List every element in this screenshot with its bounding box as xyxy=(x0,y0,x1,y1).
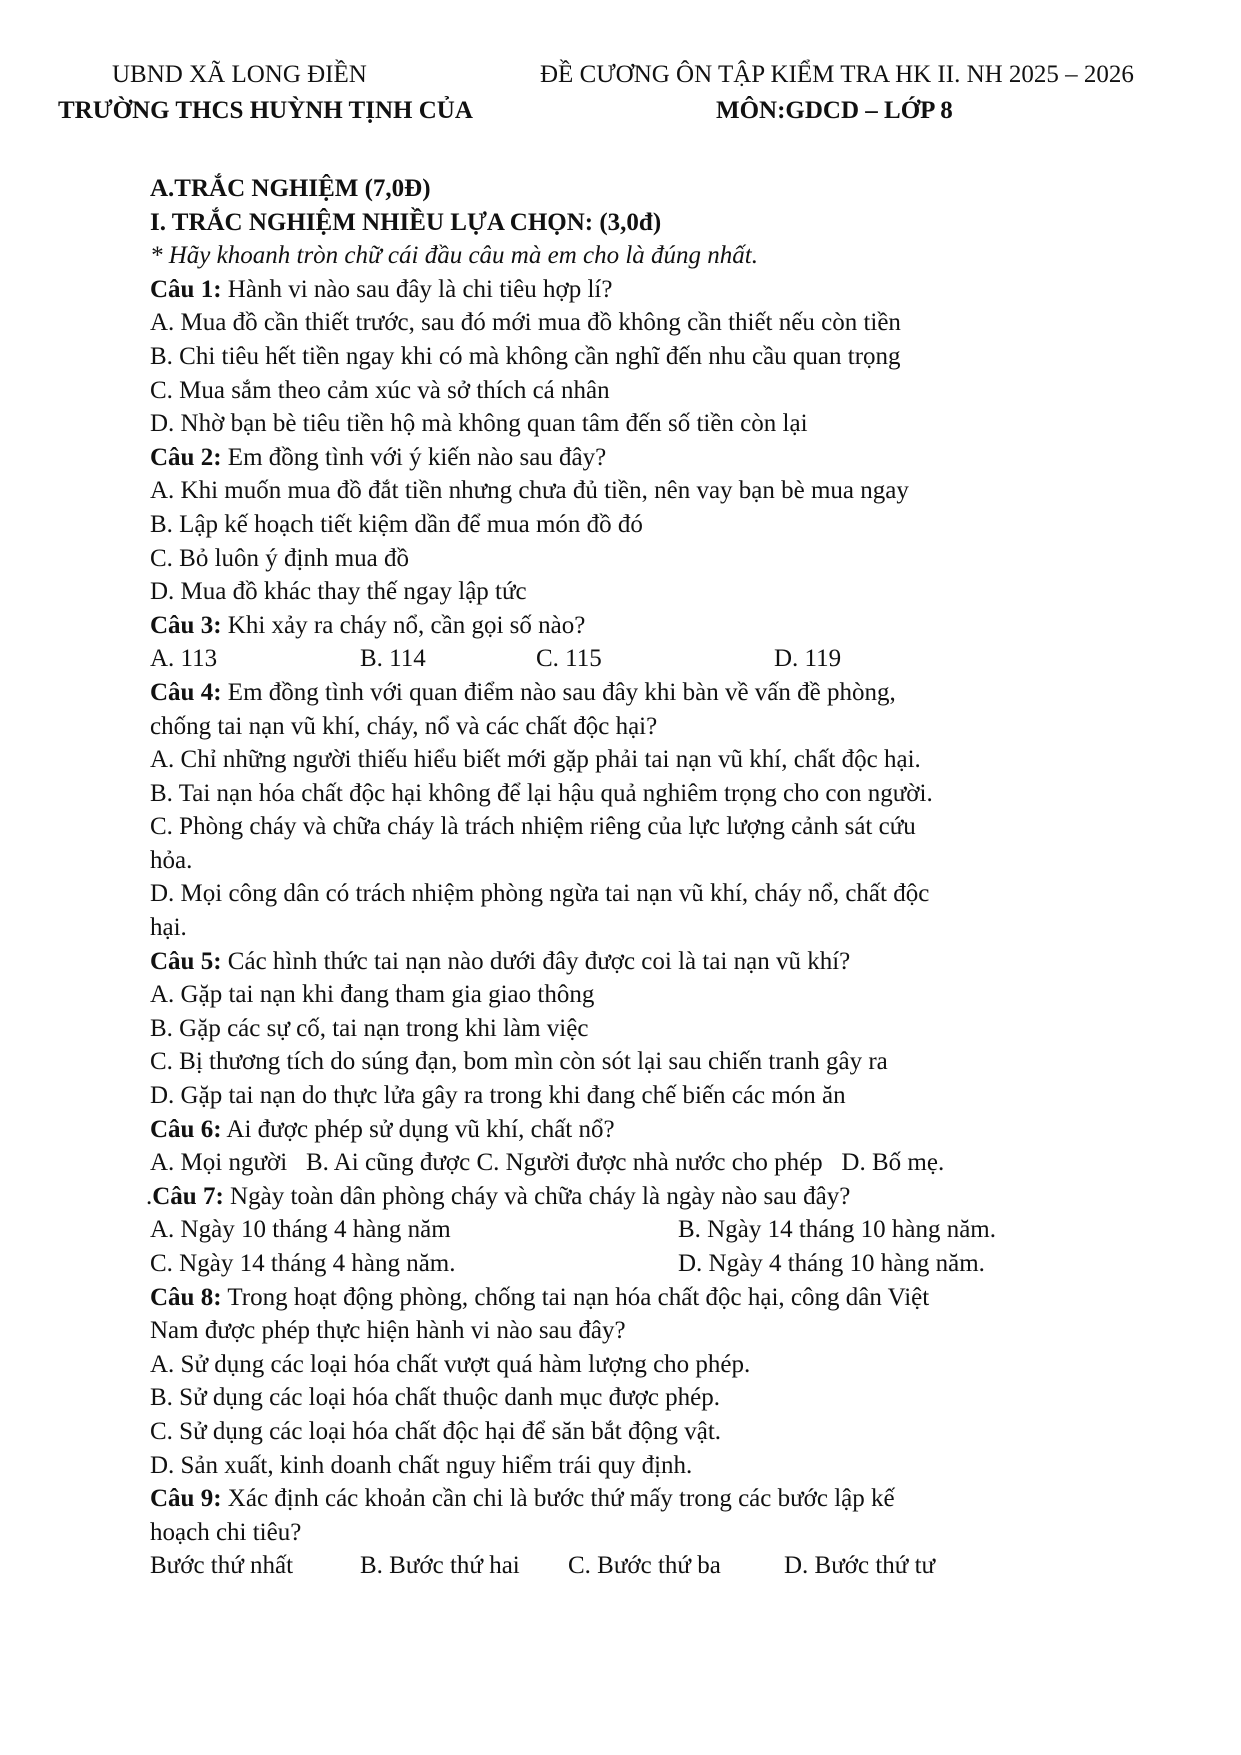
q3-option-d: D. 119 xyxy=(774,645,842,673)
q1-option-b: B. Chi tiêu hết tiền ngay khi có mà không cần nghĩ đến nhu cầu quan trọng xyxy=(150,342,901,370)
q2-option-c: C. Bỏ luôn ý định mua đồ xyxy=(150,544,410,572)
q9-option-c: C. Bước thứ ba xyxy=(568,1552,721,1580)
question-text: Xác định các khoản cần chi là bước thứ mấy trong các bước lập kế xyxy=(221,1485,895,1513)
q7-option-d: D. Ngày 4 tháng 10 hàng năm. xyxy=(678,1250,985,1277)
question-1 xyxy=(150,273,1210,307)
q8-option-b: B. Sử dụng các loại hóa chất thuộc danh mục được phép. xyxy=(150,1384,721,1412)
question-9 xyxy=(150,1482,1210,1516)
q9-options xyxy=(150,1549,1210,1583)
q1-option-d: D. Nhờ bạn bè tiêu tiền hộ mà không quan tâm đến số tiền còn lại xyxy=(150,410,808,438)
q4-option-c: C. Phòng cháy và chữa cháy là trách nhiệm riêng của lực lượng cảnh sát cứu xyxy=(150,813,916,841)
q9-option-a: Bước thứ nhất xyxy=(150,1552,294,1580)
question-label: Câu 5: xyxy=(150,947,222,975)
question-5 xyxy=(150,945,1210,979)
section-a-heading: A.TRẮC NGHIỆM (7,0Đ) xyxy=(150,175,431,202)
question-4 xyxy=(150,676,1210,710)
q7-option-b: B. Ngày 14 tháng 10 hàng năm. xyxy=(678,1216,997,1244)
question-4-continued: chống tai nạn vũ khí, cháy, nổ và các chất độc hại? xyxy=(150,712,658,740)
question-label: Câu 6: xyxy=(150,1115,222,1143)
q7-option-c: C. Ngày 14 tháng 4 hàng năm. xyxy=(150,1250,456,1277)
instruction: * Hãy khoanh tròn chữ cái đầu câu mà em cho là đúng nhất. xyxy=(150,242,758,270)
q5-option-a: A. Gặp tai nạn khi đang tham gia giao thông xyxy=(150,981,595,1009)
question-text: Hành vi nào sau đây là chi tiêu hợp lí? xyxy=(221,275,613,303)
q3-options xyxy=(150,642,1210,676)
question-label: Câu 3: xyxy=(150,611,222,639)
q2-option-a: A. Khi muốn mua đồ đắt tiền nhưng chưa đủ tiền, nên vay bạn bè mua ngay xyxy=(150,477,909,505)
q4-option-b: B. Tai nạn hóa chất độc hại không để lại hậu quả nghiêm trọng cho con người. xyxy=(150,779,933,807)
q8-option-d: D. Sản xuất, kinh doanh chất nguy hiểm trái quy định. xyxy=(150,1451,693,1479)
q8-option-a: A. Sử dụng các loại hóa chất vượt quá hàm lượng cho phép. xyxy=(150,1350,751,1378)
question-3 xyxy=(150,609,1210,643)
q3-option-b: B. 114 xyxy=(360,645,426,673)
question-8-continued: Nam được phép thực hiện hành vi nào sau đây? xyxy=(150,1317,626,1345)
q2-option-d: D. Mua đồ khác thay thế ngay lập tức xyxy=(150,578,527,606)
q7-options-row-1 xyxy=(150,1213,1210,1247)
q1-option-a: A. Mua đồ cần thiết trước, sau đó mới mua đồ không cần thiết nếu còn tiền xyxy=(150,309,901,337)
question-text: Ngày toàn dân phòng cháy và chữa cháy là ngày nào sau đây? xyxy=(223,1182,851,1210)
q4-option-d-continued: hại. xyxy=(150,914,187,942)
question-7 xyxy=(146,1180,1210,1214)
question-text: Khi xảy ra cháy nổ, cần gọi số nào? xyxy=(221,611,586,639)
question-text: Trong hoạt động phòng, chống tai nạn hóa chất độc hại, công dân Việt xyxy=(221,1283,930,1311)
q5-option-b: B. Gặp các sự cố, tai nạn trong khi làm việc xyxy=(150,1014,589,1042)
q9-option-d: D. Bước thứ tư xyxy=(784,1552,936,1580)
school-name: TRƯỜNG THCS HUỲNH TỊNH CỦA xyxy=(58,97,473,124)
q4-option-a: A. Chỉ những người thiếu hiểu biết mới gặp phải tai nạn vũ khí, chất độc hại. xyxy=(150,746,921,774)
question-2 xyxy=(150,441,1210,475)
question-label: Câu 1: xyxy=(150,275,222,303)
question-text: Em đồng tình với quan điểm nào sau đây khi bàn về vấn đề phòng, xyxy=(221,678,896,706)
q7-option-a: A. Ngày 10 tháng 4 hàng năm xyxy=(150,1216,451,1244)
question-label: Câu 9: xyxy=(150,1485,222,1513)
question-label: Câu 2: xyxy=(150,443,222,471)
question-prefix: . xyxy=(146,1182,153,1210)
question-label: Câu 8: xyxy=(150,1283,222,1311)
section-i-heading: I. TRẮC NGHIỆM NHIỀU LỰA CHỌN: (3,0đ) xyxy=(150,208,662,236)
q3-option-c: C. 115 xyxy=(536,645,602,673)
question-text: Các hình thức tai nạn nào dưới đây được coi là tai nạn vũ khí? xyxy=(221,947,851,975)
q2-option-b: B. Lập kế hoạch tiết kiệm dần để mua món đồ đó xyxy=(150,510,643,538)
document-title: ĐỀ CƯƠNG ÔN TẬP KIỂM TRA HK II. NH 2025 – 2026 xyxy=(540,61,1134,88)
question-label: Câu 7: xyxy=(152,1182,224,1210)
question-8 xyxy=(150,1281,1210,1315)
q4-option-d: D. Mọi công dân có trách nhiệm phòng ngừa tai nạn vũ khí, cháy nổ, chất độc xyxy=(150,880,930,908)
q9-option-b: B. Bước thứ hai xyxy=(360,1552,520,1580)
question-text: Ai được phép sử dụng vũ khí, chất nổ? xyxy=(221,1115,615,1143)
q5-option-d: D. Gặp tai nạn do thực lửa gây ra trong khi đang chế biến các món ăn xyxy=(150,1082,846,1110)
document-body xyxy=(146,172,1210,1583)
q3-option-a: A. 113 xyxy=(150,645,218,673)
q6-options: A. Mọi người B. Ai cũng được C. Người được nhà nước cho phép D. Bố mẹ. xyxy=(150,1149,945,1177)
q5-option-c: C. Bị thương tích do súng đạn, bom mìn còn sót lại sau chiến tranh gây ra xyxy=(150,1048,888,1076)
question-6 xyxy=(150,1113,1210,1147)
q1-option-c: C. Mua sắm theo cảm xúc và sở thích cá nhân xyxy=(150,376,610,404)
q4-option-c-continued: hỏa. xyxy=(150,846,193,874)
question-label: Câu 4: xyxy=(150,678,222,706)
subject-title: MÔN:GDCD – LỚP 8 xyxy=(716,97,953,124)
org-name: UBND XÃ LONG ĐIỀN xyxy=(112,61,367,88)
q8-option-c: C. Sử dụng các loại hóa chất độc hại để săn bắt động vật. xyxy=(150,1417,722,1445)
question-text: Em đồng tình với ý kiến nào sau đây? xyxy=(221,443,607,471)
q7-options-row-2 xyxy=(150,1247,1210,1281)
question-9-continued: hoạch chi tiêu? xyxy=(150,1518,302,1546)
